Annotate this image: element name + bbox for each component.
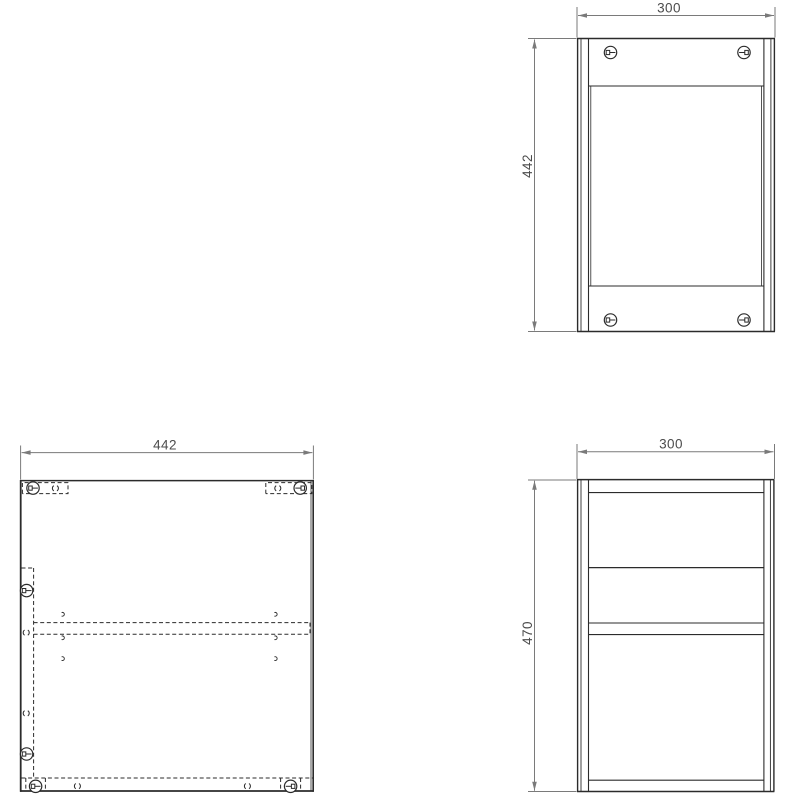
arrowhead [532,40,537,49]
rear-height-dimension [520,480,577,792]
arrowhead [578,450,587,455]
drill-hole-icon [23,630,29,635]
front-view-body [577,39,775,332]
screw-head-icon [29,780,41,792]
arrowhead [22,450,31,455]
panel-hidden-lines [22,483,314,791]
panel-width-label: 442 [153,437,177,453]
arrowhead [578,13,587,18]
front-view [520,1,775,332]
drill-hole-icon [275,486,281,491]
screw-head-icon [294,482,306,494]
drill-hole-icon [23,711,29,716]
front-height-dimension [520,39,577,332]
side-panel-view [20,438,314,793]
screw-head-icon [27,482,39,494]
screw-head-icon [604,46,616,58]
panel-fittings [20,482,306,793]
arrowhead [765,13,774,18]
drill-hole-icon [74,784,80,789]
arrowhead [765,450,774,455]
rear-height-label: 470 [520,621,535,645]
shelf-pin-hole-icon [62,636,65,640]
shelf-pin-hole-icon [62,612,65,616]
arrowhead [303,450,312,455]
drill-hole-icon [52,486,58,491]
screw-head-icon [20,584,32,596]
rear-view-body [577,480,774,792]
shelf-pin-hole-icon [62,657,65,661]
rear-width-dimension [577,437,775,480]
front-width-label: 300 [657,0,681,16]
screw-head-icon [284,780,296,792]
shelf-pin-hole-icon [274,657,277,661]
panel-body [20,480,314,792]
arrowhead [532,322,537,331]
arrowhead [532,782,537,791]
arrowhead [532,481,537,490]
screw-head-icon [604,314,616,326]
screw-head-icon [738,314,750,326]
shelf-pin-hole-icon [274,612,277,616]
panel-width-dimension [21,438,314,480]
screw-head-icon [738,46,750,58]
screw-head-icon [20,748,32,760]
drill-hole-icon [244,784,250,789]
front-width-dimension [577,1,775,38]
front-height-label: 442 [520,154,535,178]
rear-view [520,437,775,792]
shelf-pin-hole-icon [274,636,277,640]
rear-width-label: 300 [659,436,683,452]
